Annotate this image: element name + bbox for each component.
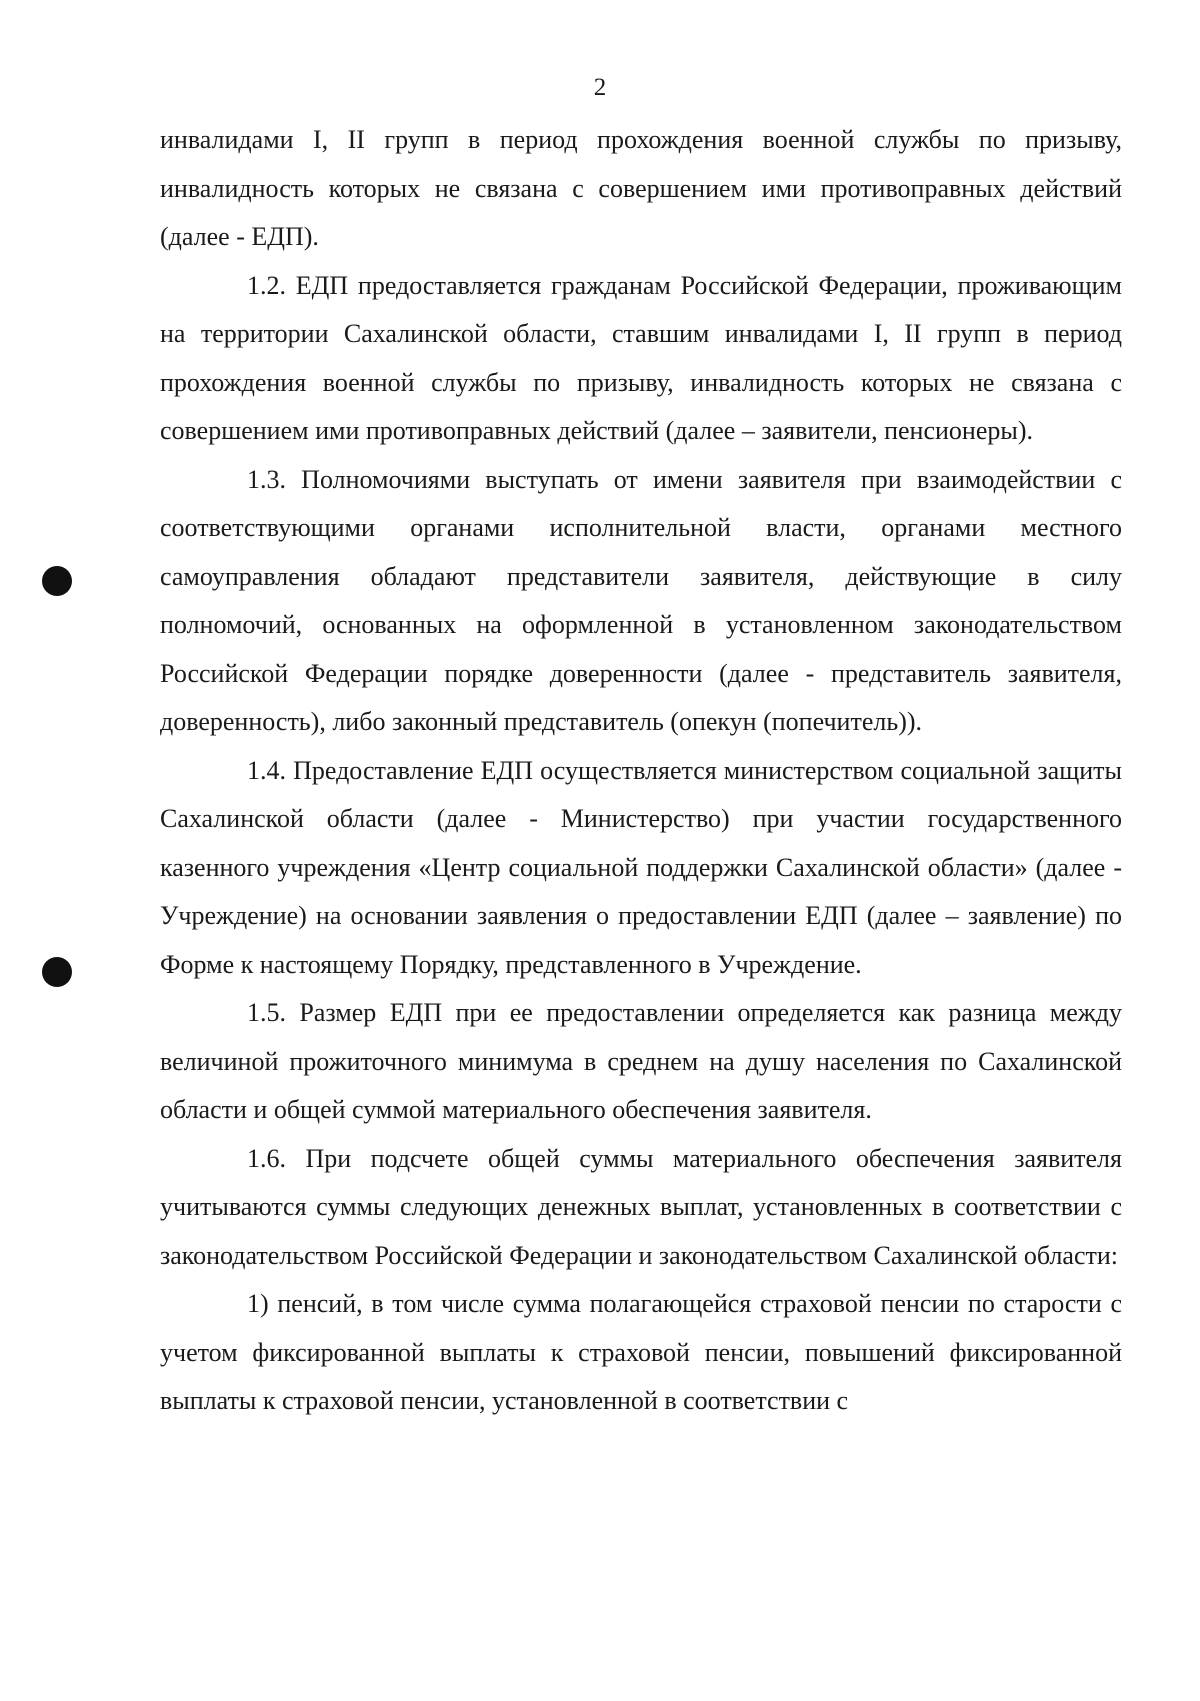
list-item-1: 1) пенсий, в том числе сумма полагающейся страховой пенсии по старости с учетом фиксированной выплаты к страховой пенсии, повышений фиксированной выплаты к страховой пенсии, установленной в соответствии с	[160, 1289, 1122, 1415]
paragraph-continuation: инвалидами I, II групп в период прохождения военной службы по призыву, инвалидность которых не связана с совершением ими противоправных действий (далее - ЕДП).	[160, 125, 1122, 251]
paragraph-1-6: 1.6. При подсчете общей суммы материального обеспечения заявителя учитываются суммы следующих денежных выплат, установленных в соответствии с законодательством Российской Федерации и законодательством Сахалинской области:	[160, 1143, 1122, 1270]
page-number: 2	[593, 74, 607, 101]
punch-hole-icon	[42, 566, 72, 596]
document-body	[160, 116, 1122, 1426]
paragraph-1-3: 1.3. Полномочиями выступать от имени заявителя при взаимодействии с соответствующими органами исполнительной власти, органами местного самоуправления обладают представители заявителя, действующие в силу полномочий, основанных на оформленной в установленном законодательством Российской Федерации порядке доверенности (далее - представитель заявителя, доверенность), либо законный представитель (опекун (попечитель)).	[160, 464, 1122, 736]
punch-hole-icon	[42, 957, 72, 987]
paragraph-1-2: 1.2. ЕДП предоставляется гражданам Российской Федерации, проживающим на территории Сахалинской области, ставшим инвалидами I, II групп в период прохождения военной службы по призыву, инвалидность которых не связана с совершением ими противоправных действий (далее – заявители, пенсионеры).	[160, 270, 1122, 445]
paragraph-1-4: 1.4. Предоставление ЕДП осуществляется министерством социальной защиты Сахалинской области (далее - Министерство) при участии государственного казенного учреждения «Центр социальной поддержки Сахалинской области» (далее - Учреждение) на основании заявления о предоставлении ЕДП (далее – заявление) по Форме к настоящему Порядку, представленного в Учреждение.	[160, 755, 1122, 979]
paragraph-1-5: 1.5. Размер ЕДП при ее предоставлении определяется как разница между величиной прожиточного минимума в среднем на душу населения по Сахалинской области и общей суммой материального обеспечения заявителя.	[160, 998, 1122, 1124]
